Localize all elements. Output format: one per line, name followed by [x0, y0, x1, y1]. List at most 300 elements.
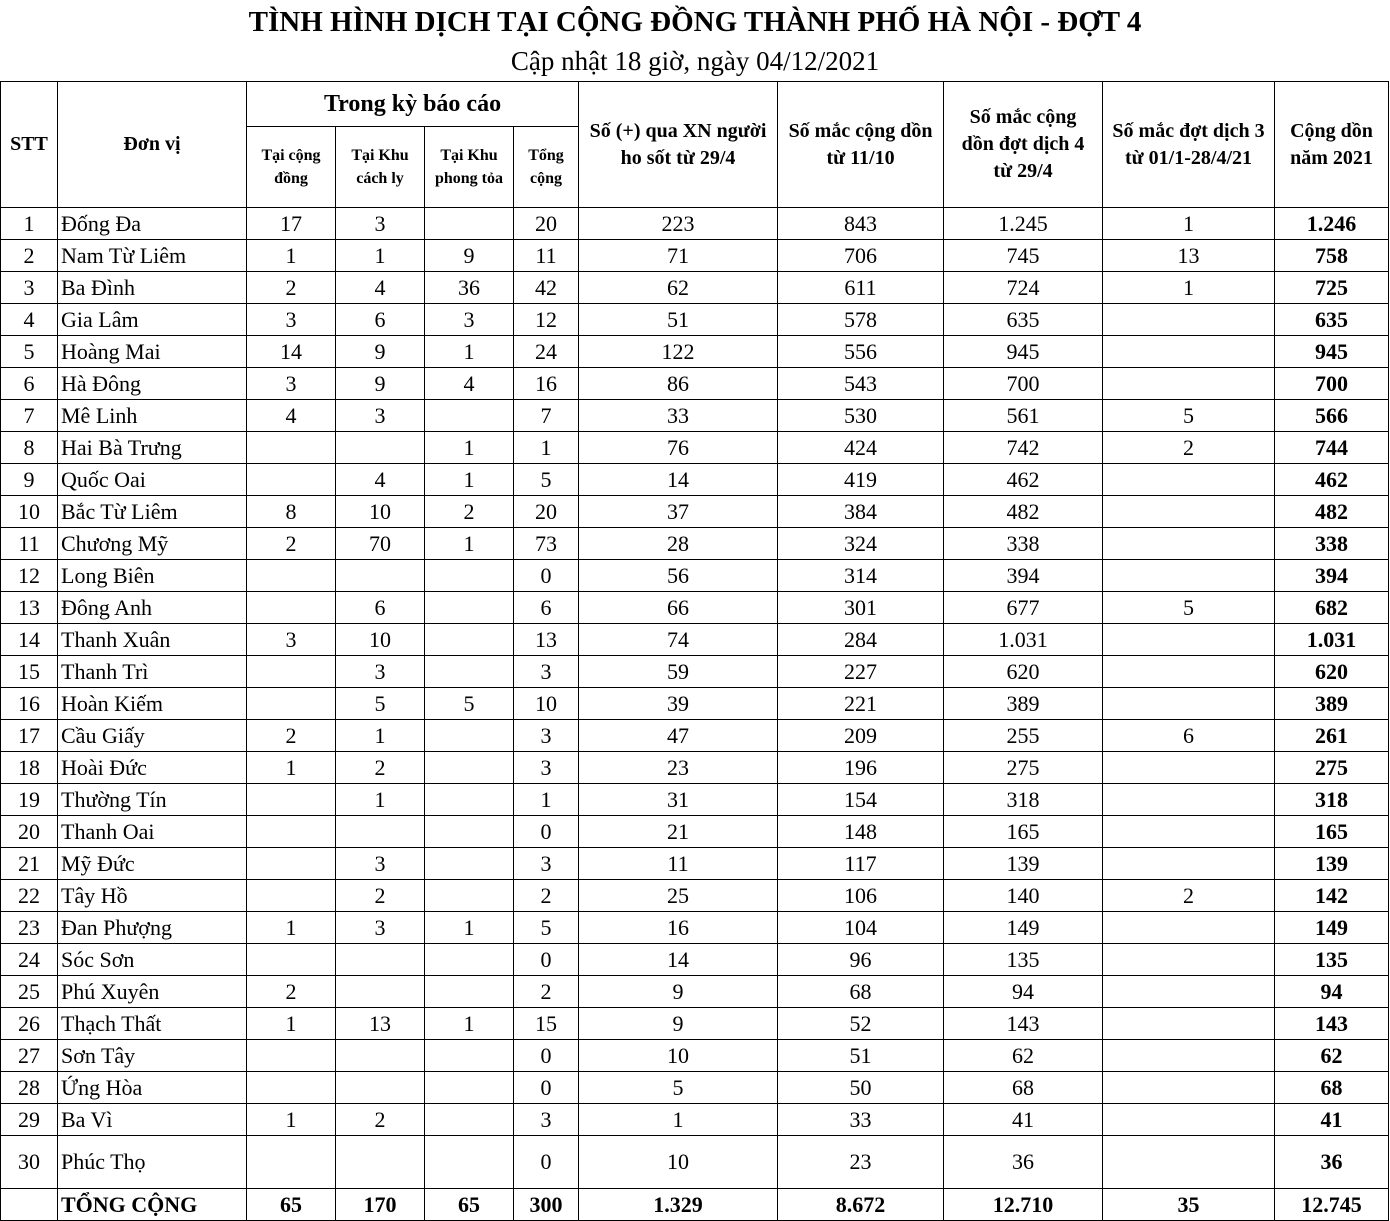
cell-community: [247, 1040, 336, 1072]
cell-cum-1110: 543: [778, 368, 944, 400]
cell-lockdown: [425, 848, 514, 880]
cell-stt: 27: [1, 1040, 58, 1072]
cell-cum-2021: 94: [1275, 976, 1389, 1008]
cell-isolation: 4: [336, 272, 425, 304]
cell-community: [247, 688, 336, 720]
cell-fever: 14: [579, 944, 778, 976]
cell-cum-2021: 41: [1275, 1104, 1389, 1136]
cell-cum-1110: 96: [778, 944, 944, 976]
cell-cum-2021: 135: [1275, 944, 1389, 976]
cell-fever: 33: [579, 400, 778, 432]
cell-unit: Thanh Oai: [58, 816, 247, 848]
cell-cum-2021: 700: [1275, 368, 1389, 400]
table-row: [1, 880, 1389, 912]
cell-cum-1110: 104: [778, 912, 944, 944]
table-row: [1, 848, 1389, 880]
cell-stt: 5: [1, 336, 58, 368]
cell-cum-2021: 139: [1275, 848, 1389, 880]
cell-lockdown: [425, 1072, 514, 1104]
cell-wave3: [1103, 816, 1275, 848]
cell-wave3: [1103, 656, 1275, 688]
cell-lockdown: [425, 880, 514, 912]
cell-wave3: [1103, 496, 1275, 528]
cell-cum-wave4: 724: [944, 272, 1103, 304]
cell-lockdown: 1: [425, 528, 514, 560]
header-cum-1110: Số mắc cộng dồn từ 11/10: [778, 82, 944, 208]
cell-cum-2021: 682: [1275, 592, 1389, 624]
table-row: [1, 1040, 1389, 1072]
cell-isolation: 3: [336, 912, 425, 944]
cell-community: 17: [247, 208, 336, 240]
cell-community: [247, 944, 336, 976]
cell-cum-wave4: 462: [944, 464, 1103, 496]
cell-subtotal: 13: [514, 624, 579, 656]
cell-stt: 28: [1, 1072, 58, 1104]
cell-unit: Hà Đông: [58, 368, 247, 400]
cell-cum-2021: 142: [1275, 880, 1389, 912]
cell-community: [247, 784, 336, 816]
cell-cum-2021: 725: [1275, 272, 1389, 304]
cell-wave3: [1103, 1136, 1275, 1189]
cell-fever: 14: [579, 464, 778, 496]
cell-cum-wave4: 135: [944, 944, 1103, 976]
cell-wave3: 13: [1103, 240, 1275, 272]
cell-wave3: [1103, 784, 1275, 816]
cell-cum-wave4: 635: [944, 304, 1103, 336]
cell-isolation: 13: [336, 1008, 425, 1040]
cell-stt: [1, 1189, 58, 1221]
cell-unit: Cầu Giấy: [58, 720, 247, 752]
cell-cum-2021: 68: [1275, 1072, 1389, 1104]
cell-wave3: 5: [1103, 592, 1275, 624]
cell-fever: 21: [579, 816, 778, 848]
cell-stt: 4: [1, 304, 58, 336]
cell-fever: 39: [579, 688, 778, 720]
cell-subtotal: 0: [514, 1136, 579, 1189]
cell-subtotal: 0: [514, 560, 579, 592]
cell-subtotal: 0: [514, 944, 579, 976]
cell-cum-1110: 324: [778, 528, 944, 560]
cell-subtotal: 7: [514, 400, 579, 432]
cell-cum-wave4: 149: [944, 912, 1103, 944]
cell-cum-wave4: 745: [944, 240, 1103, 272]
table-row: [1, 720, 1389, 752]
cell-unit: Hoài Đức: [58, 752, 247, 784]
cell-wave3: [1103, 1040, 1275, 1072]
cell-unit: TỔNG CỘNG: [58, 1189, 247, 1221]
cell-fever: 10: [579, 1136, 778, 1189]
table-row: [1, 944, 1389, 976]
cell-cum-1110: 384: [778, 496, 944, 528]
cell-community: 1: [247, 1008, 336, 1040]
cell-stt: 13: [1, 592, 58, 624]
cell-subtotal: 12: [514, 304, 579, 336]
cell-isolation: [336, 944, 425, 976]
table-row: [1, 464, 1389, 496]
cell-fever: 5: [579, 1072, 778, 1104]
cell-wave3: 2: [1103, 432, 1275, 464]
cell-cum-wave4: 36: [944, 1136, 1103, 1189]
cell-wave3: [1103, 464, 1275, 496]
cell-community: [247, 432, 336, 464]
cell-wave3: [1103, 368, 1275, 400]
cell-cum-wave4: 68: [944, 1072, 1103, 1104]
cell-lockdown: 65: [425, 1189, 514, 1221]
cell-cum-wave4: 677: [944, 592, 1103, 624]
cell-unit: Ba Đình: [58, 272, 247, 304]
header-stt: STT: [1, 82, 58, 208]
cell-stt: 17: [1, 720, 58, 752]
cell-cum-wave4: 165: [944, 816, 1103, 848]
cell-community: 2: [247, 976, 336, 1008]
cell-community: [247, 592, 336, 624]
cell-cum-2021: 1.031: [1275, 624, 1389, 656]
cell-unit: Sơn Tây: [58, 1040, 247, 1072]
cell-community: 3: [247, 368, 336, 400]
cell-stt: 26: [1, 1008, 58, 1040]
cell-wave3: [1103, 528, 1275, 560]
cell-cum-1110: 52: [778, 1008, 944, 1040]
cell-wave3: [1103, 688, 1275, 720]
table-row: [1, 368, 1389, 400]
cell-community: 3: [247, 304, 336, 336]
cell-lockdown: 1: [425, 464, 514, 496]
cell-fever: 62: [579, 272, 778, 304]
cell-cum-wave4: 700: [944, 368, 1103, 400]
cell-subtotal: 20: [514, 208, 579, 240]
cell-community: [247, 656, 336, 688]
cell-isolation: 5: [336, 688, 425, 720]
cell-cum-wave4: 140: [944, 880, 1103, 912]
cell-isolation: 10: [336, 496, 425, 528]
cell-cum-1110: 221: [778, 688, 944, 720]
cell-cum-wave4: 275: [944, 752, 1103, 784]
cell-fever: 10: [579, 1040, 778, 1072]
cell-fever: 47: [579, 720, 778, 752]
cell-stt: 23: [1, 912, 58, 944]
cell-cum-1110: 578: [778, 304, 944, 336]
cell-cum-2021: 758: [1275, 240, 1389, 272]
page-subtitle: Cập nhật 18 giờ, ngày 04/12/2021: [510, 46, 880, 76]
cell-isolation: 2: [336, 1104, 425, 1136]
cell-cum-1110: 106: [778, 880, 944, 912]
cell-wave3: 35: [1103, 1189, 1275, 1221]
cell-stt: 7: [1, 400, 58, 432]
cell-isolation: 70: [336, 528, 425, 560]
table-row: [1, 432, 1389, 464]
cell-unit: Long Biên: [58, 560, 247, 592]
cell-community: 3: [247, 624, 336, 656]
cell-wave3: 2: [1103, 880, 1275, 912]
cell-cum-1110: 209: [778, 720, 944, 752]
cell-wave3: 6: [1103, 720, 1275, 752]
cell-subtotal: 5: [514, 912, 579, 944]
cell-fever: 1: [579, 1104, 778, 1136]
cell-isolation: [336, 1136, 425, 1189]
cell-unit: Ứng Hòa: [58, 1072, 247, 1104]
cell-isolation: 3: [336, 208, 425, 240]
cell-cum-2021: 620: [1275, 656, 1389, 688]
cell-subtotal: 0: [514, 1040, 579, 1072]
cell-isolation: 9: [336, 368, 425, 400]
cell-community: 1: [247, 912, 336, 944]
table-row: [1, 688, 1389, 720]
cell-community: [247, 816, 336, 848]
table-row: [1, 496, 1389, 528]
cell-lockdown: 5: [425, 688, 514, 720]
cell-wave3: [1103, 304, 1275, 336]
cell-unit: Gia Lâm: [58, 304, 247, 336]
cell-fever: 16: [579, 912, 778, 944]
table-row: [1, 816, 1389, 848]
table-row: [1, 560, 1389, 592]
cell-stt: 20: [1, 816, 58, 848]
table-row: [1, 912, 1389, 944]
cell-cum-1110: 611: [778, 272, 944, 304]
cell-cum-wave4: 94: [944, 976, 1103, 1008]
header-wave3: Số mắc đợt dịch 3 từ 01/1-28/4/21: [1103, 82, 1275, 208]
cell-cum-2021: 744: [1275, 432, 1389, 464]
cell-stt: 14: [1, 624, 58, 656]
cell-cum-wave4: 394: [944, 560, 1103, 592]
cell-isolation: 1: [336, 720, 425, 752]
cell-fever: 23: [579, 752, 778, 784]
cell-cum-wave4: 1.245: [944, 208, 1103, 240]
cell-community: 14: [247, 336, 336, 368]
cell-lockdown: 36: [425, 272, 514, 304]
table-row: [1, 400, 1389, 432]
header-fever: Số (+) qua XN người ho sốt từ 29/4: [579, 82, 778, 208]
cell-fever: 86: [579, 368, 778, 400]
cell-wave3: 1: [1103, 208, 1275, 240]
cell-cum-2021: 1.246: [1275, 208, 1389, 240]
cell-unit: Bắc Từ Liêm: [58, 496, 247, 528]
cell-cum-1110: 50: [778, 1072, 944, 1104]
cell-isolation: [336, 1040, 425, 1072]
cell-stt: 24: [1, 944, 58, 976]
cell-isolation: 2: [336, 880, 425, 912]
cell-stt: 22: [1, 880, 58, 912]
header-cum-2021: Cộng dồn năm 2021: [1275, 82, 1389, 208]
cell-unit: Ba Vì: [58, 1104, 247, 1136]
cell-stt: 1: [1, 208, 58, 240]
cell-wave3: [1103, 752, 1275, 784]
cell-cum-2021: 36: [1275, 1136, 1389, 1189]
cell-community: [247, 880, 336, 912]
table-row: [1, 1008, 1389, 1040]
cell-stt: 11: [1, 528, 58, 560]
cell-community: 2: [247, 528, 336, 560]
cell-isolation: 4: [336, 464, 425, 496]
cell-wave3: 1: [1103, 272, 1275, 304]
table-row: [1, 528, 1389, 560]
cell-stt: 9: [1, 464, 58, 496]
cell-cum-2021: 143: [1275, 1008, 1389, 1040]
table-row: [1, 592, 1389, 624]
header-unit: Đơn vị: [58, 82, 247, 208]
cell-subtotal: 2: [514, 976, 579, 1008]
cell-cum-2021: 566: [1275, 400, 1389, 432]
cell-fever: 71: [579, 240, 778, 272]
cell-fever: 66: [579, 592, 778, 624]
cell-cum-1110: 424: [778, 432, 944, 464]
cell-cum-2021: 635: [1275, 304, 1389, 336]
cell-lockdown: [425, 1040, 514, 1072]
header-group: Trong kỳ báo cáo: [247, 82, 579, 127]
cell-subtotal: 24: [514, 336, 579, 368]
cell-cum-1110: 154: [778, 784, 944, 816]
cell-isolation: [336, 432, 425, 464]
cell-cum-1110: 419: [778, 464, 944, 496]
cell-cum-wave4: 389: [944, 688, 1103, 720]
cell-wave3: [1103, 560, 1275, 592]
cell-lockdown: [425, 208, 514, 240]
cell-stt: 30: [1, 1136, 58, 1189]
cell-community: [247, 1136, 336, 1189]
cell-cum-wave4: 620: [944, 656, 1103, 688]
cell-subtotal: 6: [514, 592, 579, 624]
cell-isolation: [336, 976, 425, 1008]
cell-unit: Hoàng Mai: [58, 336, 247, 368]
cell-cum-1110: 196: [778, 752, 944, 784]
cell-fever: 76: [579, 432, 778, 464]
cell-isolation: [336, 1072, 425, 1104]
total-row: [1, 1189, 1389, 1221]
cell-cum-1110: 8.672: [778, 1189, 944, 1221]
cell-unit: Đống Đa: [58, 208, 247, 240]
cell-cum-2021: 482: [1275, 496, 1389, 528]
cell-fever: 9: [579, 1008, 778, 1040]
cell-unit: Sóc Sơn: [58, 944, 247, 976]
cell-wave3: 5: [1103, 400, 1275, 432]
cell-lockdown: 1: [425, 336, 514, 368]
header-cum-wave4: Số mắc cộng dồn đợt dịch 4 từ 29/4: [944, 82, 1103, 208]
cell-fever: 11: [579, 848, 778, 880]
table-row: [1, 1104, 1389, 1136]
cell-lockdown: [425, 944, 514, 976]
cell-lockdown: [425, 1136, 514, 1189]
cell-wave3: [1103, 1008, 1275, 1040]
cell-cum-1110: 33: [778, 1104, 944, 1136]
cell-cum-1110: 314: [778, 560, 944, 592]
cell-isolation: 3: [336, 400, 425, 432]
cell-cum-wave4: 742: [944, 432, 1103, 464]
cell-lockdown: 9: [425, 240, 514, 272]
cell-lockdown: 2: [425, 496, 514, 528]
table-row: [1, 624, 1389, 656]
cell-community: 4: [247, 400, 336, 432]
cell-subtotal: 1: [514, 432, 579, 464]
cell-subtotal: 0: [514, 816, 579, 848]
cell-cum-2021: 394: [1275, 560, 1389, 592]
cell-isolation: 6: [336, 304, 425, 336]
cell-stt: 3: [1, 272, 58, 304]
cell-cum-1110: 68: [778, 976, 944, 1008]
cell-unit: Hoàn Kiếm: [58, 688, 247, 720]
cell-cum-1110: 556: [778, 336, 944, 368]
cell-subtotal: 1: [514, 784, 579, 816]
cell-cum-wave4: 139: [944, 848, 1103, 880]
cell-stt: 6: [1, 368, 58, 400]
cell-isolation: 9: [336, 336, 425, 368]
cell-cum-2021: 12.745: [1275, 1189, 1389, 1221]
cell-wave3: [1103, 944, 1275, 976]
cell-unit: Nam Từ Liêm: [58, 240, 247, 272]
table-row: [1, 1072, 1389, 1104]
cell-lockdown: [425, 592, 514, 624]
cell-subtotal: 73: [514, 528, 579, 560]
header-isolation: Tại Khu cách ly: [336, 127, 425, 208]
cell-unit: Hai Bà Trưng: [58, 432, 247, 464]
table-row: [1, 336, 1389, 368]
cell-subtotal: 3: [514, 752, 579, 784]
cell-unit: Phúc Thọ: [58, 1136, 247, 1189]
cell-subtotal: 300: [514, 1189, 579, 1221]
cell-fever: 25: [579, 880, 778, 912]
cell-fever: 1.329: [579, 1189, 778, 1221]
table-row: [1, 976, 1389, 1008]
cell-unit: Thạch Thất: [58, 1008, 247, 1040]
cell-lockdown: 3: [425, 304, 514, 336]
cell-community: [247, 848, 336, 880]
cell-cum-wave4: 318: [944, 784, 1103, 816]
cell-cum-2021: 149: [1275, 912, 1389, 944]
cell-isolation: 3: [336, 656, 425, 688]
cell-cum-1110: 284: [778, 624, 944, 656]
cell-isolation: 3: [336, 848, 425, 880]
cell-subtotal: 3: [514, 656, 579, 688]
header-lockdown: Tại Khu phong tỏa: [425, 127, 514, 208]
cell-community: [247, 560, 336, 592]
cell-cum-wave4: 41: [944, 1104, 1103, 1136]
cell-wave3: [1103, 1072, 1275, 1104]
cell-subtotal: 42: [514, 272, 579, 304]
cell-wave3: [1103, 912, 1275, 944]
cell-fever: 74: [579, 624, 778, 656]
cell-cum-wave4: 338: [944, 528, 1103, 560]
cell-isolation: 6: [336, 592, 425, 624]
cell-lockdown: [425, 784, 514, 816]
cell-community: 8: [247, 496, 336, 528]
cell-fever: 31: [579, 784, 778, 816]
cell-isolation: 10: [336, 624, 425, 656]
table-row: [1, 240, 1389, 272]
header-community: Tại cộng đồng: [247, 127, 336, 208]
cell-fever: 28: [579, 528, 778, 560]
cell-unit: Tây Hồ: [58, 880, 247, 912]
cell-community: 1: [247, 240, 336, 272]
cell-wave3: [1103, 1104, 1275, 1136]
cell-community: 1: [247, 1104, 336, 1136]
cell-cum-2021: 275: [1275, 752, 1389, 784]
cell-stt: 19: [1, 784, 58, 816]
cell-cum-1110: 227: [778, 656, 944, 688]
cell-lockdown: [425, 976, 514, 1008]
cell-cum-2021: 945: [1275, 336, 1389, 368]
cell-isolation: 1: [336, 784, 425, 816]
cell-cum-2021: 338: [1275, 528, 1389, 560]
cell-lockdown: 4: [425, 368, 514, 400]
cell-wave3: [1103, 848, 1275, 880]
cell-stt: 8: [1, 432, 58, 464]
cell-cum-2021: 261: [1275, 720, 1389, 752]
header-subtotal: Tổng cộng: [514, 127, 579, 208]
table-row: [1, 208, 1389, 240]
cell-cum-wave4: 143: [944, 1008, 1103, 1040]
cell-wave3: [1103, 976, 1275, 1008]
cell-community: 65: [247, 1189, 336, 1221]
cell-cum-wave4: 945: [944, 336, 1103, 368]
